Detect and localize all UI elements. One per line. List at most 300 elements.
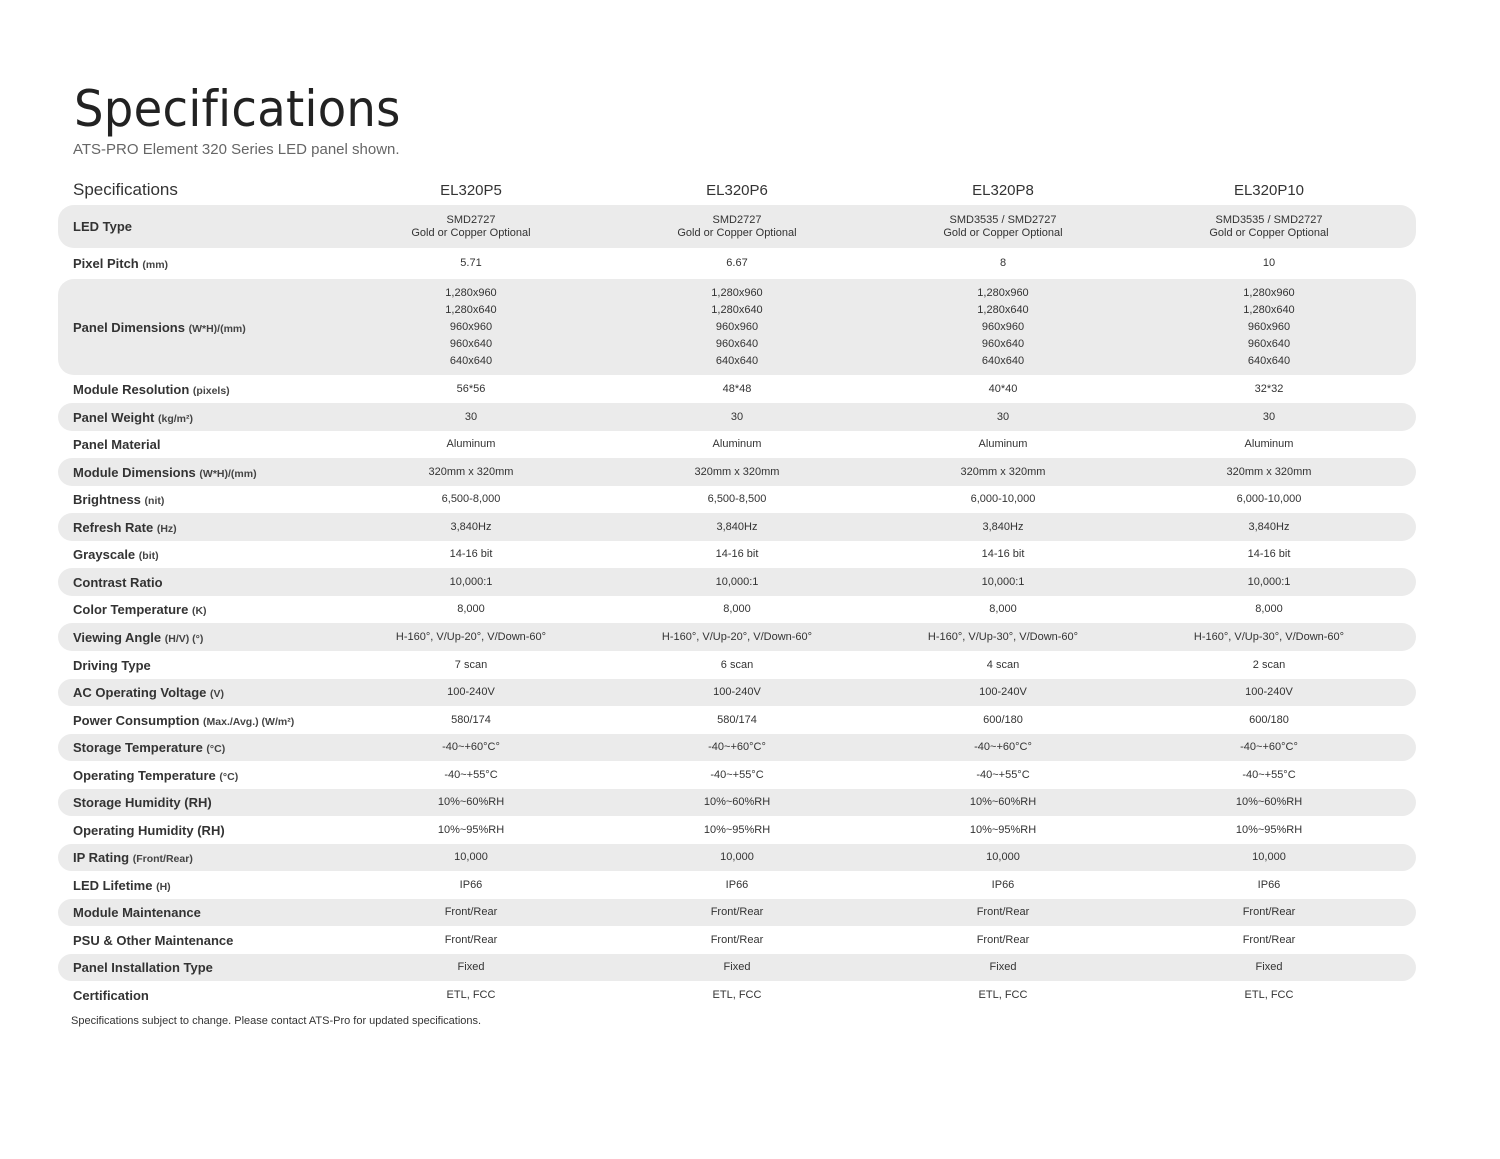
cell-el320p8 (870, 712, 1136, 729)
cell-el320p6 (604, 285, 870, 370)
table-row (58, 486, 1416, 513)
table-row (58, 981, 1416, 1009)
row-label-text: Panel Weight (73, 409, 155, 425)
cell-el320p6 (604, 794, 870, 811)
cell-line: 8,000 (723, 603, 751, 615)
row-label-text: Storage Temperature (73, 740, 203, 755)
cell-line: 10%~95%RH (437, 823, 505, 836)
cell-line: 10 (1262, 257, 1276, 269)
cell-el320p5 (338, 491, 604, 508)
cell-line: 320mm x 320mm (960, 465, 1046, 478)
cell-el320p10 (1136, 629, 1402, 646)
cell-el320p8 (870, 849, 1136, 866)
cell-line: 10,000 (454, 851, 488, 863)
cell-el320p5 (338, 214, 604, 240)
row-unit: (kg/m²) (158, 412, 194, 425)
cell-el320p5 (338, 629, 604, 646)
cell-line: Front/Rear (976, 906, 1030, 918)
cell-el320p5 (338, 464, 604, 481)
cell-el320p5 (338, 712, 604, 729)
cell-line: H-160°, V/Up-30°, V/Down-60° (1193, 630, 1345, 643)
cell-line: 10,000 (986, 851, 1020, 863)
row-unit: (V) (210, 688, 225, 700)
cell-el320p10 (1136, 684, 1402, 701)
row-unit: (W*H)/(mm) (188, 322, 246, 335)
cell-line: 10,000 (1252, 851, 1286, 863)
row-label-text: Module Dimensions (73, 464, 196, 480)
cell-el320p10 (1136, 849, 1402, 866)
header-model: EL320P8 (972, 181, 1034, 199)
cell-el320p5 (338, 409, 604, 426)
row-label-text: PSU & Other Maintenance (73, 932, 234, 948)
cell-el320p8 (870, 822, 1136, 839)
row-unit: (mm) (142, 259, 169, 271)
cell-el320p5 (338, 767, 604, 784)
cell-line: H-160°, V/Up-30°, V/Down-60° (927, 630, 1079, 643)
table-header (58, 175, 1416, 205)
page-title: Specifications (74, 80, 401, 138)
table-row (58, 623, 1416, 651)
cell-line: 3,840Hz (1248, 520, 1290, 533)
cell-line: SMD3535 / SMD2727 (949, 213, 1057, 226)
cell-el320p8 (870, 409, 1136, 426)
cell-el320p5 (338, 255, 604, 272)
row-label-text: Panel Material (73, 437, 161, 452)
cell-line: 3,840Hz (716, 520, 758, 533)
row-label-text: IP Rating (73, 850, 130, 865)
cell-line: 1,280x960 (977, 286, 1029, 299)
cell-line: 14-16 bit (1247, 548, 1291, 560)
table-row (58, 431, 1416, 458)
cell-el320p10 (1136, 409, 1402, 426)
cell-el320p5 (338, 436, 604, 453)
row-label (58, 382, 338, 397)
cell-line: Gold or Copper Optional (411, 226, 531, 239)
cell-line: Aluminum (712, 438, 762, 450)
cell-line: 30 (464, 410, 478, 423)
cell-line: Fixed (723, 961, 751, 973)
cell-line: 32*32 (1254, 382, 1284, 395)
cell-line: 8 (999, 257, 1007, 269)
cell-el320p6 (604, 932, 870, 949)
cell-line: 580/174 (451, 713, 491, 726)
cell-el320p8 (870, 877, 1136, 894)
cell-line: SMD3535 / SMD2727 (1215, 213, 1323, 226)
cell-line: Fixed (989, 961, 1017, 973)
cell-line: 6,000-10,000 (1236, 493, 1302, 505)
cell-line: 10%~60%RH (1235, 796, 1303, 808)
cell-line: 960x640 (981, 337, 1025, 350)
row-label (58, 320, 338, 335)
row-label (58, 823, 338, 838)
cell-el320p10 (1136, 285, 1402, 370)
cell-el320p10 (1136, 214, 1402, 240)
cell-el320p5 (338, 794, 604, 811)
cell-el320p10 (1136, 822, 1402, 839)
cell-line: 10,000:1 (715, 575, 759, 588)
row-unit: (K) (191, 605, 207, 617)
cell-line: 10,000:1 (449, 575, 493, 588)
row-label-text: Power Consumption (73, 712, 200, 728)
cell-line: 8,000 (1255, 603, 1283, 615)
cell-el320p5 (338, 684, 604, 701)
cell-el320p6 (604, 214, 870, 240)
row-label-text: LED Lifetime (73, 877, 153, 893)
cell-el320p6 (604, 546, 870, 563)
row-label (58, 960, 338, 975)
cell-el320p8 (870, 491, 1136, 508)
cell-el320p6 (604, 987, 870, 1004)
cell-line: 6,000-10,000 (970, 493, 1036, 505)
row-label-text: Driving Type (73, 657, 151, 673)
row-label-text: Operating Temperature (73, 767, 216, 783)
cell-el320p8 (870, 255, 1136, 272)
cell-el320p10 (1136, 904, 1402, 921)
row-unit: (Hz) (156, 522, 177, 535)
table-row (58, 871, 1416, 899)
cell-line: 960x640 (449, 337, 493, 350)
cell-line: 10%~60%RH (703, 796, 771, 808)
cell-el320p10 (1136, 601, 1402, 618)
cell-el320p6 (604, 436, 870, 453)
cell-el320p10 (1136, 877, 1402, 894)
cell-el320p6 (604, 767, 870, 784)
row-label (58, 658, 338, 673)
cell-line: 960x960 (1247, 320, 1291, 333)
table-row (58, 375, 1416, 403)
row-label (58, 713, 338, 728)
row-label-text: Panel Installation Type (73, 960, 213, 975)
row-label-text: AC Operating Voltage (73, 685, 207, 700)
cell-el320p8 (870, 959, 1136, 976)
cell-el320p5 (338, 959, 604, 976)
cell-el320p6 (604, 491, 870, 508)
cell-line: SMD2727 (446, 213, 496, 226)
cell-line: -40~+60°C° (974, 741, 1032, 753)
cell-line: 1,280x640 (445, 303, 497, 316)
header-label: Specifications (73, 180, 178, 199)
cell-el320p8 (870, 767, 1136, 784)
row-label (58, 768, 338, 783)
cell-line: -40~+55°C (1242, 768, 1296, 781)
cell-el320p10 (1136, 987, 1402, 1004)
cell-line: Front/Rear (710, 906, 764, 918)
cell-line: Fixed (1255, 961, 1283, 973)
cell-el320p8 (870, 657, 1136, 674)
table-row (58, 651, 1416, 679)
row-label (58, 933, 338, 948)
row-label-text: Module Maintenance (73, 905, 201, 920)
cell-el320p5 (338, 739, 604, 756)
cell-line: 640x640 (715, 354, 759, 367)
table-row (58, 248, 1416, 279)
cell-line: Gold or Copper Optional (677, 226, 797, 239)
row-label-text: Color Temperature (73, 602, 189, 617)
cell-el320p10 (1136, 491, 1402, 508)
cell-el320p6 (604, 877, 870, 894)
cell-line: ETL, FCC (446, 988, 496, 1001)
row-label (58, 219, 338, 234)
cell-el320p5 (338, 849, 604, 866)
cell-line: ETL, FCC (978, 988, 1028, 1001)
cell-el320p8 (870, 739, 1136, 756)
table-row (58, 761, 1416, 789)
table-row (58, 679, 1416, 706)
row-label-text: Module Resolution (73, 381, 190, 397)
row-label-text: Operating Humidity (RH) (73, 822, 225, 838)
cell-line: 640x640 (449, 354, 493, 367)
cell-el320p6 (604, 381, 870, 398)
cell-el320p8 (870, 684, 1136, 701)
cell-el320p8 (870, 794, 1136, 811)
cell-line: 10%~95%RH (703, 823, 771, 836)
row-unit: (°C) (206, 743, 226, 755)
cell-el320p6 (604, 849, 870, 866)
cell-line: H-160°, V/Up-20°, V/Down-60° (395, 630, 547, 643)
cell-line: 4 scan (986, 658, 1020, 671)
cell-el320p5 (338, 822, 604, 839)
cell-line: 960x960 (715, 320, 759, 333)
cell-el320p5 (338, 877, 604, 894)
cell-line: 8,000 (457, 603, 485, 615)
table-row (58, 844, 1416, 871)
cell-el320p5 (338, 657, 604, 674)
cell-el320p5 (338, 601, 604, 618)
table-row (58, 568, 1416, 596)
cell-line: -40~+60°C° (1240, 741, 1298, 753)
cell-line: IP66 (725, 878, 749, 891)
cell-line: 14-16 bit (981, 548, 1025, 560)
cell-line: 3,840Hz (450, 520, 492, 533)
cell-line: IP66 (991, 878, 1015, 891)
cell-line: 48*48 (722, 382, 752, 395)
cell-line: 14-16 bit (715, 548, 759, 560)
header-model: EL320P6 (706, 181, 768, 199)
row-label (58, 256, 338, 271)
cell-el320p5 (338, 574, 604, 591)
cell-el320p6 (604, 255, 870, 272)
row-unit: (Max./Avg.) (W/m²) (203, 715, 295, 728)
cell-line: 100-240V (979, 686, 1027, 698)
row-label (58, 492, 338, 507)
row-unit: (Front/Rear) (132, 853, 193, 865)
row-unit: (H) (156, 880, 171, 893)
cell-el320p10 (1136, 464, 1402, 481)
cell-el320p8 (870, 601, 1136, 618)
cell-line: 3,840Hz (982, 520, 1024, 533)
cell-line: IP66 (459, 878, 483, 891)
cell-line: 10,000:1 (981, 575, 1025, 588)
cell-el320p10 (1136, 767, 1402, 784)
table-row (58, 706, 1416, 734)
page-subtitle: ATS-PRO Element 320 Series LED panel shown. (73, 141, 400, 158)
cell-el320p6 (604, 657, 870, 674)
cell-line: Front/Rear (1242, 933, 1296, 946)
table-row (58, 899, 1416, 926)
table-row (58, 596, 1416, 623)
cell-line: 10%~95%RH (1235, 823, 1303, 836)
cell-line: 14-16 bit (449, 548, 493, 560)
cell-line: 600/180 (983, 713, 1023, 726)
cell-line: Front/Rear (1242, 906, 1296, 918)
cell-el320p8 (870, 381, 1136, 398)
row-unit: (pixels) (192, 384, 230, 397)
cell-line: 100-240V (1245, 686, 1293, 698)
cell-el320p6 (604, 519, 870, 536)
row-label (58, 905, 338, 920)
row-label (58, 795, 338, 810)
cell-line: 30 (1262, 410, 1276, 423)
cell-el320p8 (870, 436, 1136, 453)
cell-line: Gold or Copper Optional (943, 226, 1063, 239)
row-label (58, 437, 338, 452)
row-label-text: Refresh Rate (73, 519, 154, 535)
footnote: Specifications subject to change. Please contact ATS-Pro for updated specifications. (71, 1015, 482, 1027)
cell-line: Aluminum (1244, 438, 1294, 450)
cell-el320p8 (870, 904, 1136, 921)
cell-line: 6 scan (720, 658, 754, 671)
cell-line: Front/Rear (444, 933, 498, 946)
cell-line: SMD2727 (712, 213, 762, 226)
cell-el320p8 (870, 574, 1136, 591)
row-label (58, 575, 338, 590)
row-unit: (W*H)/(mm) (199, 467, 257, 480)
cell-line: 1,280x640 (1243, 303, 1295, 316)
table-row (58, 513, 1416, 541)
table-row (58, 205, 1416, 248)
spec-table (58, 175, 1416, 1009)
cell-el320p8 (870, 987, 1136, 1004)
row-label (58, 547, 338, 562)
table-row (58, 279, 1416, 375)
cell-line: 1,280x640 (711, 303, 763, 316)
cell-line: Gold or Copper Optional (1209, 226, 1329, 239)
row-unit: (bit) (138, 550, 159, 562)
row-label (58, 988, 338, 1003)
cell-el320p5 (338, 381, 604, 398)
table-body (58, 205, 1416, 1009)
cell-el320p10 (1136, 574, 1402, 591)
cell-el320p6 (604, 601, 870, 618)
header-model: EL320P10 (1233, 181, 1305, 199)
cell-el320p8 (870, 629, 1136, 646)
cell-el320p6 (604, 904, 870, 921)
cell-line: 1,280x960 (445, 286, 497, 299)
cell-el320p10 (1136, 657, 1402, 674)
cell-el320p8 (870, 464, 1136, 481)
row-label (58, 740, 338, 755)
row-label-text: Certification (73, 987, 149, 1003)
cell-el320p10 (1136, 959, 1402, 976)
cell-el320p6 (604, 739, 870, 756)
cell-line: 640x640 (981, 354, 1025, 367)
cell-line: IP66 (1257, 878, 1281, 891)
row-label (58, 410, 338, 425)
cell-line: 1,280x960 (711, 286, 763, 299)
row-label-text: LED Type (73, 219, 132, 234)
cell-line: H-160°, V/Up-20°, V/Down-60° (661, 630, 813, 643)
table-row (58, 403, 1416, 431)
cell-line: 100-240V (713, 686, 761, 698)
cell-line: -40~+60°C° (708, 741, 766, 753)
row-unit: (°C) (219, 770, 239, 783)
row-label-text: Contrast Ratio (73, 574, 163, 590)
cell-line: 5.71 (460, 257, 482, 269)
cell-el320p6 (604, 409, 870, 426)
table-row (58, 789, 1416, 816)
cell-line: -40~+55°C (710, 768, 764, 781)
row-label-text: Brightness (73, 492, 141, 507)
cell-line: -40~+60°C° (442, 741, 500, 753)
table-row (58, 734, 1416, 761)
cell-line: 580/174 (717, 713, 757, 726)
row-label-text: Viewing Angle (73, 629, 162, 645)
cell-el320p6 (604, 712, 870, 729)
cell-line: -40~+55°C (444, 768, 498, 781)
cell-el320p10 (1136, 519, 1402, 536)
cell-line: 30 (730, 410, 744, 423)
cell-line: Aluminum (446, 438, 496, 450)
row-label (58, 465, 338, 480)
row-label (58, 520, 338, 535)
cell-line: Front/Rear (444, 906, 498, 918)
cell-line: Front/Rear (710, 933, 764, 946)
cell-el320p6 (604, 464, 870, 481)
cell-el320p5 (338, 519, 604, 536)
cell-line: 2 scan (1252, 658, 1286, 671)
table-row (58, 541, 1416, 568)
cell-line: 10%~95%RH (969, 823, 1037, 836)
cell-el320p10 (1136, 436, 1402, 453)
cell-line: 10%~60%RH (437, 796, 505, 808)
cell-el320p5 (338, 932, 604, 949)
cell-el320p8 (870, 285, 1136, 370)
cell-line: 320mm x 320mm (1226, 465, 1312, 478)
cell-el320p8 (870, 519, 1136, 536)
cell-el320p8 (870, 932, 1136, 949)
cell-line: 320mm x 320mm (428, 465, 514, 478)
table-row (58, 816, 1416, 844)
cell-el320p8 (870, 214, 1136, 240)
cell-line: 6,500-8,000 (441, 493, 501, 505)
cell-el320p5 (338, 987, 604, 1004)
row-label (58, 630, 338, 645)
cell-el320p6 (604, 629, 870, 646)
cell-el320p10 (1136, 932, 1402, 949)
cell-el320p10 (1136, 712, 1402, 729)
cell-el320p6 (604, 684, 870, 701)
row-unit: (nit) (144, 495, 165, 507)
cell-el320p6 (604, 822, 870, 839)
header-model: EL320P5 (440, 181, 502, 199)
row-label-text: Storage Humidity (RH) (73, 795, 212, 810)
row-label-text: Grayscale (73, 547, 136, 562)
cell-line: ETL, FCC (712, 988, 762, 1001)
cell-line: 320mm x 320mm (694, 465, 780, 478)
cell-line: 40*40 (988, 382, 1018, 395)
row-label (58, 878, 338, 893)
cell-line: 960x960 (449, 320, 493, 333)
cell-line: 8,000 (989, 603, 1017, 615)
cell-line: Front/Rear (976, 933, 1030, 946)
cell-line: 7 scan (454, 658, 488, 671)
cell-line: 6.67 (726, 257, 748, 269)
table-row (58, 458, 1416, 486)
cell-el320p5 (338, 285, 604, 370)
cell-line: 56*56 (456, 382, 486, 395)
cell-line: -40~+55°C (976, 768, 1030, 781)
cell-line: Fixed (457, 961, 485, 973)
